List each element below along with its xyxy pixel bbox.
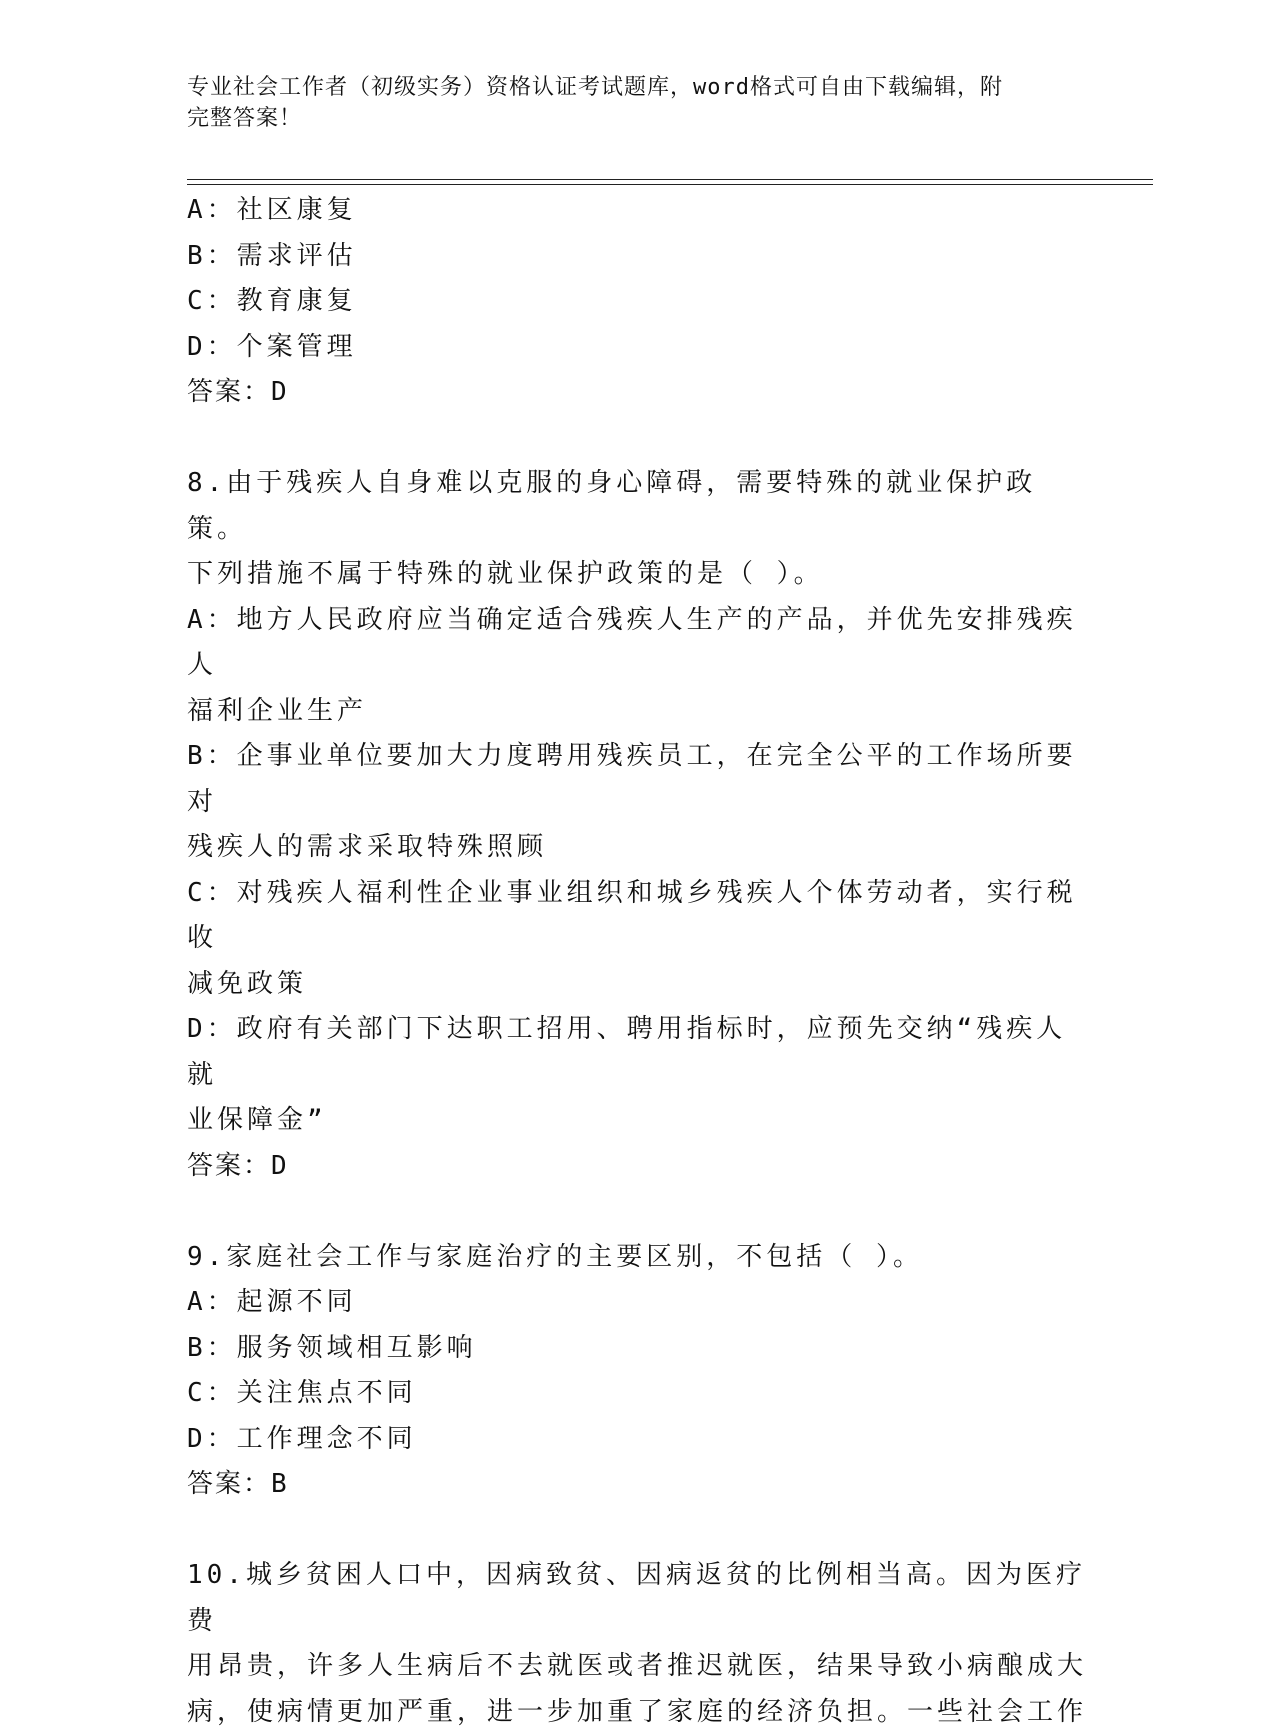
q10-stem-line-1: 10.城乡贫困人口中，因病致贫、因病返贫的比例相当高。因为医疗费	[187, 1553, 1087, 1644]
q10-stem-line-3: 病，使病情更加严重，进一步加重了家庭的经济负担。一些社会工作	[187, 1690, 1087, 1735]
question-10-block	[187, 1553, 1087, 1735]
q8-stem-line-1: 8.由于残疾人自身难以克服的身心障碍，需要特殊的就业保护政策。	[187, 461, 1087, 552]
spacer	[187, 1508, 1087, 1554]
q7-option-b: B：需求评估	[187, 234, 1087, 280]
question-9-block	[187, 1235, 1087, 1508]
q8-option-c-line-2: 减免政策	[187, 962, 1087, 1008]
question-7-block	[187, 188, 1087, 416]
q9-option-d: D：工作理念不同	[187, 1417, 1087, 1463]
q9-option-a: A：起源不同	[187, 1280, 1087, 1326]
q9-option-b: B：服务领域相互影响	[187, 1326, 1087, 1372]
q10-stem-line-2: 用昂贵，许多人生病后不去就医或者推迟就医，结果导致小病酿成大	[187, 1644, 1087, 1690]
q8-option-d-line-2: 业保障金”	[187, 1098, 1087, 1144]
header-divider-top	[187, 179, 1153, 180]
spacer	[187, 416, 1087, 462]
q7-option-a: A：社区康复	[187, 188, 1087, 234]
q7-answer: 答案：D	[187, 370, 1087, 416]
header-line-1: 专业社会工作者（初级实务）资格认证考试题库，word格式可自由下载编辑，附	[187, 72, 1087, 103]
q8-stem-line-2: 下列措施不属于特殊的就业保护政策的是（ ）。	[187, 552, 1087, 598]
q7-option-d: D：个案管理	[187, 325, 1087, 371]
header-divider-bottom	[187, 184, 1153, 185]
header-line-2: 完整答案！	[187, 103, 1087, 134]
q8-option-b-line-2: 残疾人的需求采取特殊照顾	[187, 825, 1087, 871]
q8-option-a-line-2: 福利企业生产	[187, 689, 1087, 735]
spacer	[187, 1189, 1087, 1235]
q8-answer: 答案：D	[187, 1144, 1087, 1190]
q8-option-d-line-1: D：政府有关部门下达职工招用、聘用指标时，应预先交纳“残疾人就	[187, 1007, 1087, 1098]
q9-answer: 答案：B	[187, 1462, 1087, 1508]
q9-stem: 9.家庭社会工作与家庭治疗的主要区别，不包括（ ）。	[187, 1235, 1087, 1281]
q7-option-c: C：教育康复	[187, 279, 1087, 325]
document-header	[187, 72, 1087, 134]
q8-option-b-line-1: B：企事业单位要加大力度聘用残疾员工，在完全公平的工作场所要对	[187, 734, 1087, 825]
q8-option-a-line-1: A：地方人民政府应当确定适合残疾人生产的产品，并优先安排残疾人	[187, 598, 1087, 689]
document-body	[187, 188, 1087, 1735]
q9-option-c: C：关注焦点不同	[187, 1371, 1087, 1417]
q8-option-c-line-1: C：对残疾人福利性企业事业组织和城乡残疾人个体劳动者，实行税收	[187, 871, 1087, 962]
question-8-block	[187, 461, 1087, 1189]
